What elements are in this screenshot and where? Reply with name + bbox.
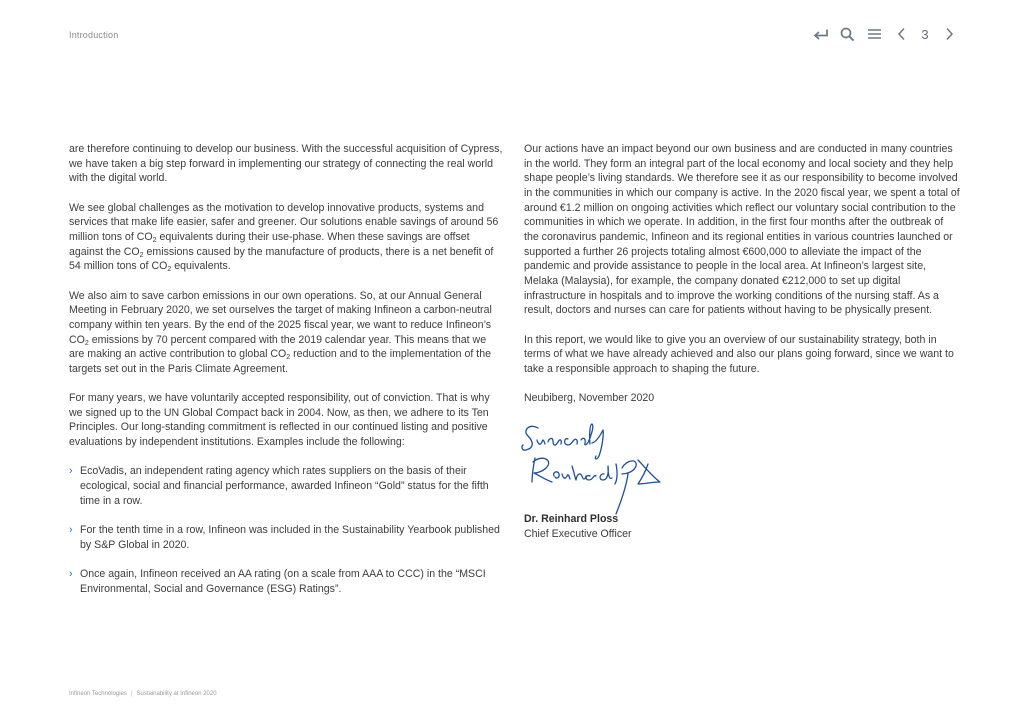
paragraph-global-challenges: We see global challenges as the motivation to develop innovative products, systems and services that make life easier, safer and greener. Our solutions enable savings of around 56 million tons of $CO_2$ equivalents during their use-phase. When these savings are offset against the $CO_2$ emissions caused by the manufacture of products, there is a net benefit of 54 million tons of $CO_2$ equivalents. [69, 201, 499, 274]
handwritten-signature [520, 418, 695, 518]
bullet-icon: › [69, 567, 73, 580]
back-arrow-icon[interactable] [811, 25, 829, 43]
left-column [69, 142, 503, 611]
search-icon[interactable] [838, 25, 856, 43]
list-item: › For the tenth time in a row, Infineon was included in the Sustainability Yearbook published by S&P Global in 2020. [69, 523, 500, 551]
paragraph-community: Our actions have an impact beyond our own business and are conducted in many countries in the world. They form an integral part of the local economy and local society and they help shape people’s living standards. We therefore see it as our responsibility to become involved in the communities in which our company is active. In the 2020 fiscal year, we spent a total of around €1.2 million on ongoing activities which reflect our voluntary social contribution to the communities in which we operate. In addition, in the first four months after the outbreak of the coronavirus pandemic, Infineon and its regional entities in various countries launched or supported a further 26 projects totaling almost €600,000 to alleviate the impact of the pandemic and provide assistance to people in the local area. At Infineon’s largest site, Melaka (Malaysia), for example, the company donated €212,000 to set up digital infrastructure in hospitals and to improve the working conditions of the nursing staff. As a result, doctors and nurses can care for patients without having to be physically present. [524, 143, 960, 317]
footer-separator: | [130, 691, 133, 697]
paragraph-carbon-neutral: We also aim to save carbon emissions in our own operations. So, at our Annual General Meeting in February 2020, we set ourselves the target of making Infineon a carbon-neutral company within ten years. By the end of the 2025 fiscal year, we want to reduce Infineon’s $CO_2$ emissions by 70 percent compared with the 2019 calendar year. This means that we are making an active contribution to global $CO_2$ reduction and to the implementation of the targets set out in the Paris Climate Agreement. [69, 289, 492, 375]
footer-company: Infineon Technologies [69, 691, 127, 697]
bullet-icon: › [69, 465, 73, 478]
signer-name: Dr. Reinhard Ploss [524, 513, 619, 526]
page-navigation [811, 24, 958, 44]
paragraph-acquisition: are therefore continuing to develop our business. With the successful acquisition of Cypress, we have taken a big step forward in implementing our strategy of connecting the real world with the digital world. [69, 143, 503, 185]
chevron-right-icon[interactable] [940, 25, 958, 43]
list-item: › EcoVadis, an independent rating agency which rates suppliers on the basis of their ecological, social and financial performance, awarded Infineon “Gold” status for the fifth time in a row. [69, 465, 489, 507]
menu-icon[interactable] [865, 25, 883, 43]
paragraph-responsibility: For many years, we have voluntarily accepted responsibility, out of conviction. That is why we signed up to the UN Global Compact back in 2004. Now, as then, we adhere to its Ten Principles. Our long-standing commitment is reflected in our continued listing and positive evaluations by independent institutions. Examples include the following: [69, 392, 490, 449]
place-date: Neubiberg, November 2020 [524, 392, 655, 405]
right-column [524, 142, 960, 542]
ratings-list [69, 464, 503, 596]
section-label: Introduction [69, 30, 119, 40]
chevron-left-icon[interactable] [892, 25, 910, 43]
footer-report-title: Sustainability at Infineon 2020 [136, 691, 217, 697]
page-number: 3 [921, 26, 929, 42]
paragraph-report-overview: In this report, we would like to give you an overview of our sustainability strategy, both in terms of what we have already achieved and also our plans going forward, since we want to take a responsible approach to shaping the future. [524, 333, 954, 375]
bullet-icon: › [69, 523, 73, 536]
footer [69, 691, 217, 697]
signer-title: Chief Executive Officer [524, 528, 632, 541]
list-item: › Once again, Infineon received an AA rating (on a scale from AAA to CCC) in the “MSCI Environmental, Social and Governance (ESG) Ratings”. [69, 567, 486, 595]
